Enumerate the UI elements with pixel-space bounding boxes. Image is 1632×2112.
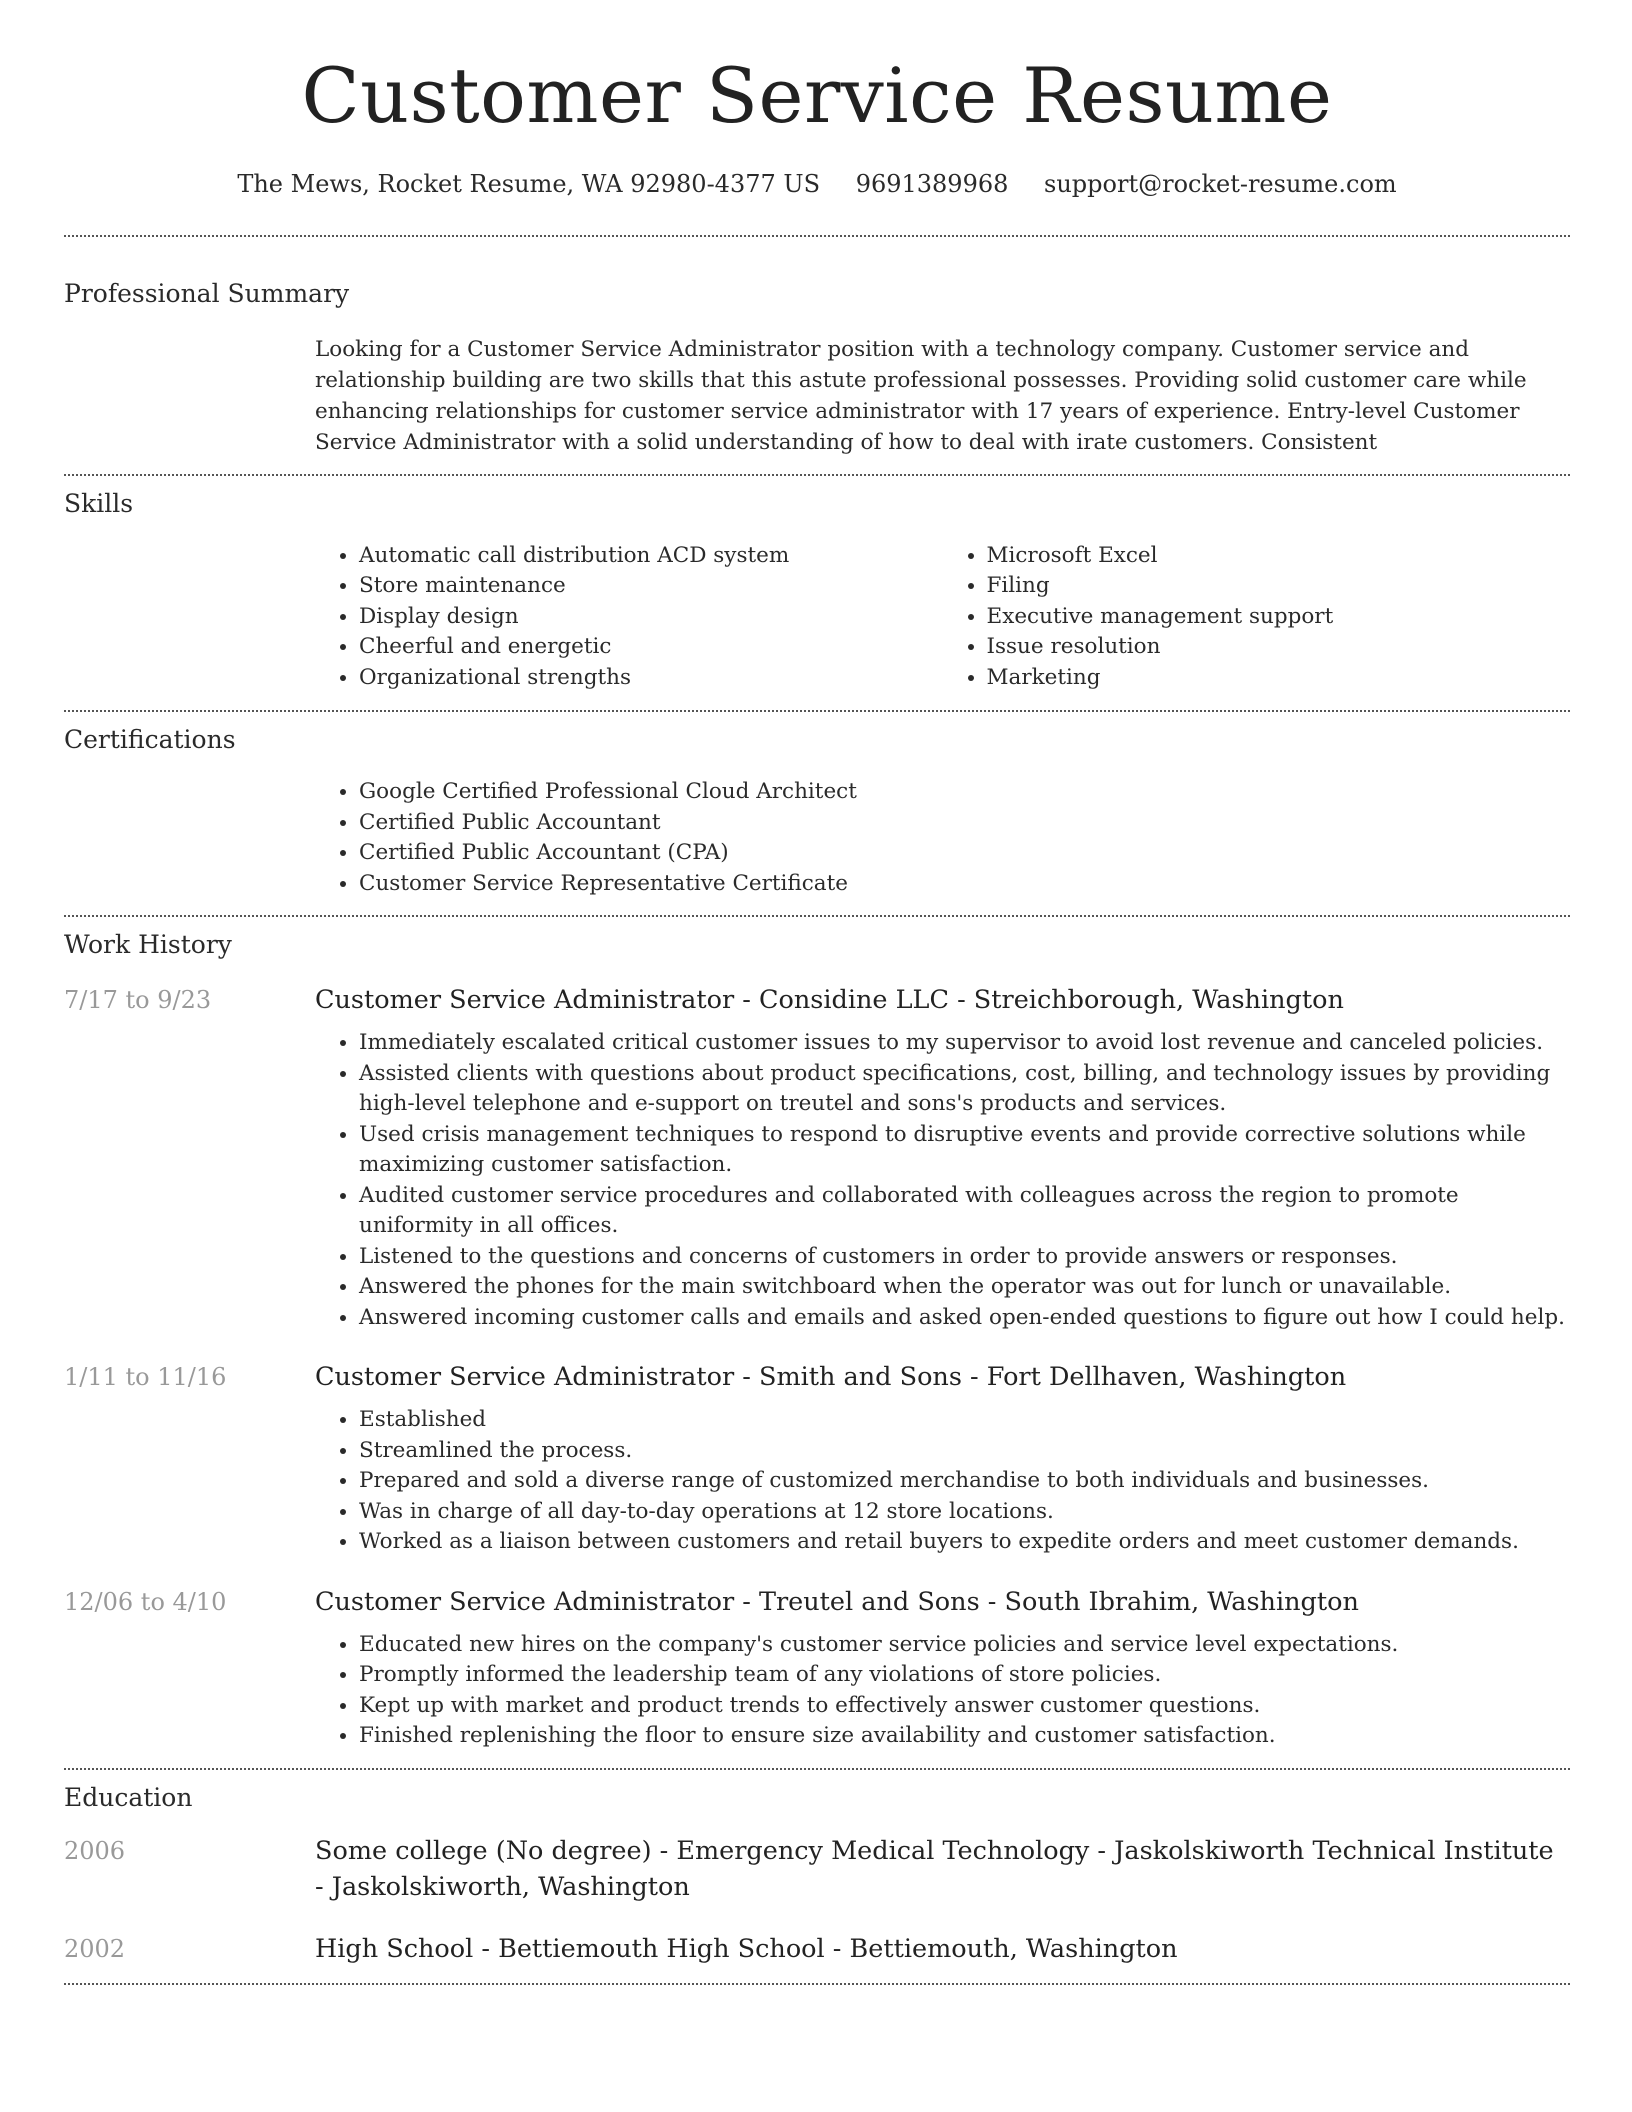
certifications-list (315, 777, 1570, 899)
job-bullets-block (315, 1028, 1570, 1333)
skill-item: • Display design (359, 602, 943, 633)
skills-columns (315, 541, 1570, 694)
skill-item: • Microsoft Excel (987, 541, 1571, 572)
job-bullets-block (315, 1630, 1570, 1752)
job-bullet: • Prepared and sold a diverse range of customized merchandise to both individuals and businesses. (359, 1466, 1570, 1497)
job-bullets-block (315, 1405, 1570, 1558)
certification-item: • Certified Public Accountant (CPA) (359, 838, 1570, 869)
job-bullet: • Assisted clients with questions about product specifications, cost, billing, and technology issues by providing high-level telephone and e-support on treutel and sons's products and services. (359, 1059, 1570, 1120)
skill-item: • Issue resolution (987, 632, 1571, 663)
job-bullet: • Kept up with market and product trends to effectively answer customer questions. (359, 1691, 1570, 1722)
job-entry (64, 982, 1570, 1333)
job-bullet: • Immediately escalated critical customer issues to my supervisor to avoid lost revenue and canceled policies. (359, 1028, 1570, 1059)
certification-item: • Customer Service Representative Certificate (359, 869, 1570, 900)
skill-item: • Organizational strengths (359, 663, 943, 694)
certifications-heading: Certifications (64, 725, 236, 755)
skill-item: • Filing (987, 571, 1571, 602)
job-entry (64, 1359, 1570, 1558)
job-bullet: • Answered incoming customer calls and emails and asked open-ended questions to figure out how I could help. (359, 1303, 1570, 1334)
education-entry (64, 1931, 1570, 1967)
education-title: Some college (No degree) - Emergency Medical Technology - Jaskolskiworth Technical Institute - Jaskolskiworth, Washington (315, 1835, 1554, 1902)
job-dates: 12/06 to 4/10 (64, 1587, 227, 1616)
job-dates: 1/11 to 11/16 (64, 1363, 227, 1392)
education-year: 2002 (64, 1934, 126, 1963)
education-heading: Education (64, 1782, 193, 1812)
job-title: Customer Service Administrator - Considine LLC - Streichborough, Washington (315, 985, 1344, 1016)
education-title: High School - Bettiemouth High School - Bettiemouth, Washington (315, 1933, 1178, 1964)
summary-heading: Professional Summary (64, 278, 350, 308)
contact-line (64, 170, 1570, 199)
skill-item: • Automatic call distribution ACD system (359, 541, 943, 572)
job-bullet: • Used crisis management techniques to respond to disruptive events and provide corrective solutions while maximizing customer satisfaction. (359, 1120, 1570, 1181)
certifications-block (315, 777, 1570, 899)
job-bullets (315, 1405, 1570, 1558)
job-bullets (315, 1028, 1570, 1333)
job-dates: 7/17 to 9/23 (64, 986, 212, 1015)
skill-item: • Marketing (987, 663, 1571, 694)
job-bullet: • Worked as a liaison between customers and retail buyers to expedite orders and meet customer demands. (359, 1527, 1570, 1558)
skills-heading: Skills (64, 488, 134, 518)
job-bullet: • Finished replenishing the floor to ensure size availability and customer satisfaction. (359, 1721, 1570, 1752)
divider (64, 1983, 1570, 1985)
job-entry (64, 1584, 1570, 1752)
resume-name: Customer Service Resume (301, 51, 1333, 140)
job-header (64, 1359, 1570, 1395)
contact-address: The Mews, Rocket Resume, WA 92980-4377 US (237, 170, 821, 198)
skill-item: • Cheerful and energetic (359, 632, 943, 663)
resume-body (64, 0, 1570, 1985)
job-bullet: • Promptly informed the leadership team of any violations of store policies. (359, 1660, 1570, 1691)
job-header (64, 982, 1570, 1018)
education-entry (64, 1833, 1570, 1905)
job-bullet: • Listened to the questions and concerns of customers in order to provide answers or responses. (359, 1242, 1570, 1273)
job-header (64, 1584, 1570, 1620)
job-title: Customer Service Administrator - Treutel and Sons - South Ibrahim, Washington (315, 1586, 1359, 1617)
skills-list-right (943, 541, 1571, 694)
certification-item: • Google Certified Professional Cloud Architect (359, 777, 1570, 808)
job-bullet: • Answered the phones for the main switchboard when the operator was out for lunch or unavailable. (359, 1272, 1570, 1303)
job-bullet: • Streamlined the process. (359, 1436, 1570, 1467)
job-bullet: • Educated new hires on the company's customer service policies and service level expectations. (359, 1630, 1570, 1661)
skill-item: • Executive management support (987, 602, 1571, 633)
divider (64, 710, 1570, 712)
education-year: 2006 (64, 1836, 126, 1865)
contact-email: support@rocket-resume.com (1044, 170, 1397, 198)
summary-text: Looking for a Customer Service Administrator position with a technology company. Customer service and relationship building are two skills that this astute professional possesses. Providing solid customer care while enhancing relationships for customer service administrator with 17 years of experience. Entry-level Customer Service Administrator with a solid understanding of how to deal with irate customers. Consistent (315, 336, 1527, 455)
certification-item: • Certified Public Accountant (359, 808, 1570, 839)
job-bullet: • Was in charge of all day-to-day operations at 12 store locations. (359, 1497, 1570, 1528)
divider (64, 235, 1570, 237)
skills-list-left (315, 541, 943, 694)
job-bullet: • Audited customer service procedures and collaborated with colleagues across the region to promote uniformity in all offices. (359, 1181, 1570, 1242)
contact-phone: 9691389968 (855, 170, 1009, 198)
job-title: Customer Service Administrator - Smith and Sons - Fort Dellhaven, Washington (315, 1362, 1347, 1393)
job-bullet: • Established (359, 1405, 1570, 1436)
divider (64, 915, 1570, 917)
divider (64, 1768, 1570, 1770)
work-heading: Work History (64, 930, 232, 960)
job-bullets (315, 1630, 1570, 1752)
divider (64, 474, 1570, 476)
skill-item: • Store maintenance (359, 571, 943, 602)
